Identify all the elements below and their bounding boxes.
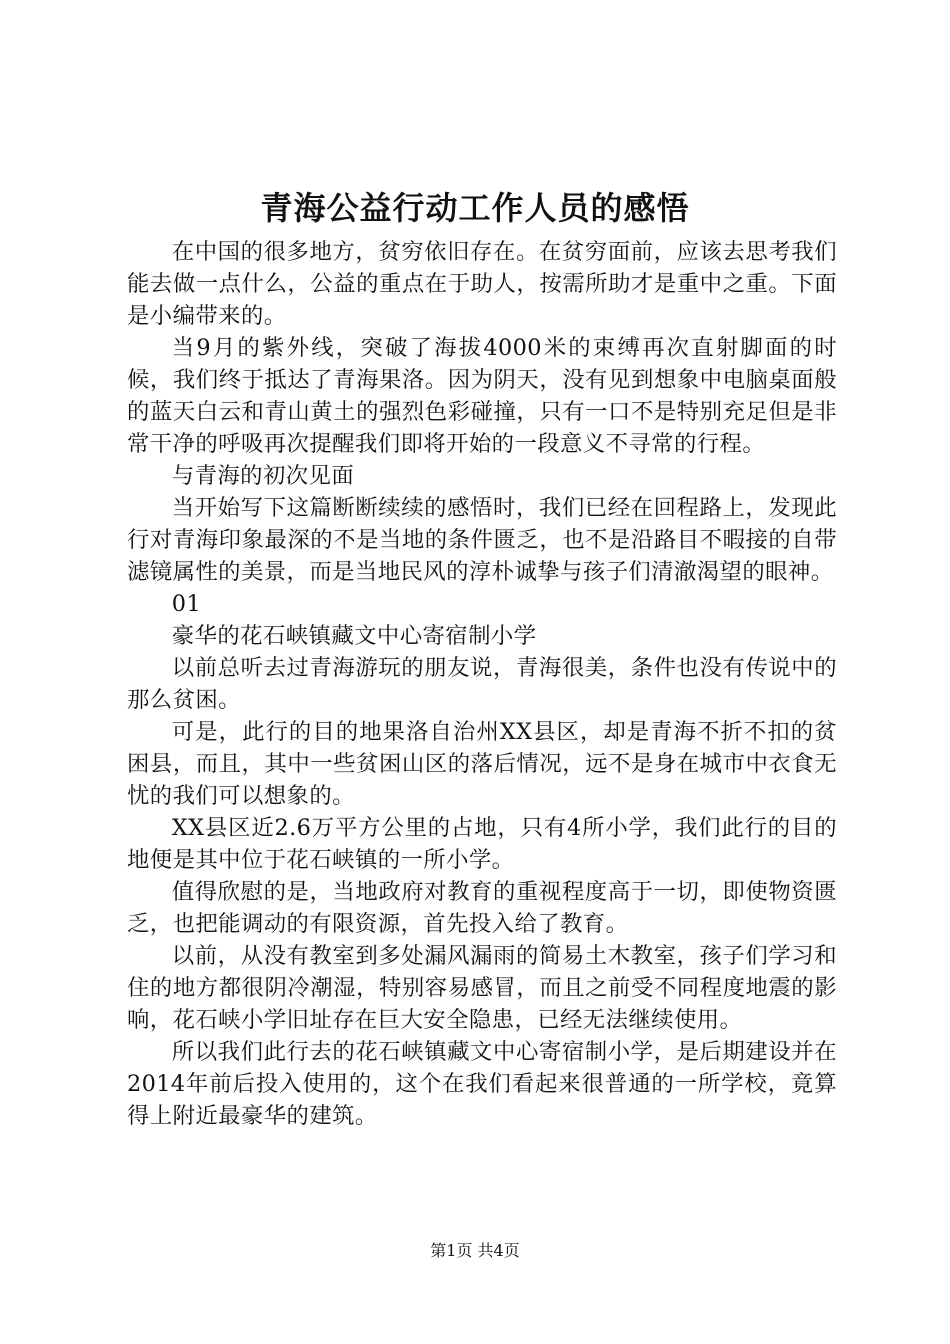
paragraph: 可是，此行的目的地果洛自治州XX县区，却是青海不折不扣的贫困县，而且，其中一些贫困山区的落后情况，远不是身在城市中衣食无忧的我们可以想象的。 [127,719,837,809]
paragraph: 以前总听去过青海游玩的朋友说，青海很美，条件也没有传说中的那么贫困。 [127,655,837,713]
paragraph: 当开始写下这篇断断续续的感悟时，我们已经在回程路上，发现此行对青海印象最深的不是当地的条件匮乏，也不是沿路目不暇接的自带滤镜属性的美景，而是当地民风的淳朴诚挚与孩子们清澈渴望的眼神。 [127,495,837,585]
section-number: 01 [171,591,202,617]
paragraph: 当9月的紫外线，突破了海拔4000米的束缚再次直射脚面的时候，我们终于抵达了青海果洛。因为阴天，没有见到想象中电脑桌面般的蓝天白云和青山黄土的强烈色彩碰撞，只有一口不是特别充足但是非常干净的呼吸再次提醒我们即将开始的一段意义不寻常的行程。 [127,335,837,457]
document-title: 青海公益行动工作人员的感悟 [260,189,690,227]
paragraph: 值得欣慰的是，当地政府对教育的重视程度高于一切，即使物资匮乏，也把能调动的有限资源，首先投入给了教育。 [127,879,837,937]
section-heading: 豪华的花石峡镇藏文中心寄宿制小学 [171,623,537,649]
page-footer: 第1页 共4页 [430,1241,520,1260]
paragraph: 以前，从没有教室到多处漏风漏雨的简易土木教室，孩子们学习和住的地方都很阴冷潮湿，特别容易感冒，而且之前受不同程度地震的影响，花石峡小学旧址存在巨大安全隐患，已经无法继续使用。 [127,943,837,1033]
paragraph: 所以我们此行去的花石峡镇藏文中心寄宿制小学，是后期建设并在2014年前后投入使用的，这个在我们看起来很普通的一所学校，竟算得上附近最豪华的建筑。 [127,1039,837,1129]
paragraph: XX县区近2.6万平方公里的占地，只有4所小学，我们此行的目的地便是其中位于花石峡镇的一所小学。 [127,815,837,873]
document-body [127,236,837,1132]
section-heading: 与青海的初次见面 [171,463,355,489]
paragraph: 在中国的很多地方，贫穷依旧存在。在贫穷面前，应该去思考我们能去做一点什么，公益的重点在于助人，按需所助才是重中之重。下面是小编带来的。 [127,239,837,329]
